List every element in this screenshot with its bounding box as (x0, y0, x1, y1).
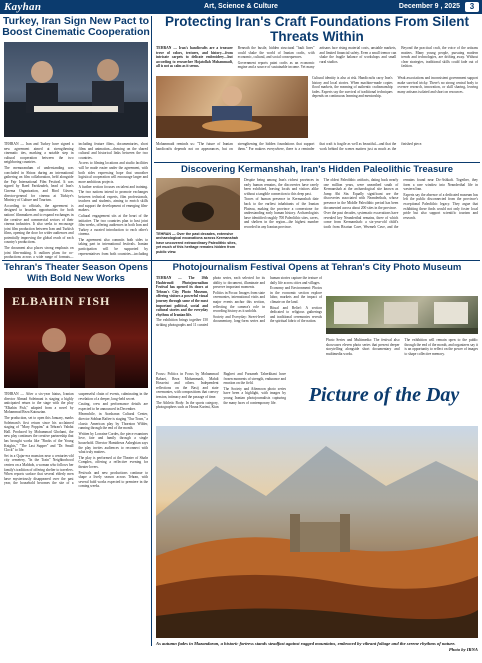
section-title: Art, Science & Culture (204, 3, 278, 10)
poster-figures-image (4, 288, 148, 388)
photo-credit: Photo by IRNA (448, 646, 478, 652)
crafts-article-intro: TEHRAN — Iran's handicrafts are a treasure trove of colors, textures, and history—from intricate carpets to delicate embroidery—but according to researcher Hojatollah Mohammadi, all is not as calm as it seems. Beneath the bustle, hidden structural "fault lines" could shake the world of Iranian crafts, with economic, cultural, and social consequences. Government reports paint crafts as an economic engine and a source of sustainable income. Yet many artisans face rising material costs, unstable markets, and limited financial safety. Even a small tremor can shake the fragile balance of workshops and small rural studios. Beyond the practical craft, the voice of the artisans matters. Many young people, pursuing modern trends and technologies, are drifting away. Without clear strategies, traditional skills could fade out of fashion. (156, 46, 478, 70)
picture-of-the-day-banner (290, 378, 478, 418)
theater-headline: Tehran's Theater Season Opens With Bold New Works (3, 262, 149, 284)
masthead (0, 0, 482, 14)
fortress-landscape-image (156, 426, 478, 638)
picture-of-the-day-title: Picture of the Day (308, 384, 460, 406)
crafts-artisan-photo (156, 76, 308, 138)
issue-date: December 9 , 2025 (398, 3, 460, 10)
photojournalism-headline: Photojournalism Festival Opens at Tehran's City Photo Museum (172, 262, 462, 273)
photojournalism-exhibition-photo (326, 296, 478, 334)
turkey-signing-photo (4, 42, 148, 137)
neanderthal-caption: TEHRAN — Over the past decades, extensive archaeological excavations across Kermanshah have uncovered extraordinary Paleolithic sites, yet much of this heritage remains hidden from public view. (156, 232, 239, 254)
crafts-article-body: Cultural identity is also at risk. Handicrafts carry Iran's history and local stories. When machine-made copies flood markets, the meaning of authentic craftsmanship fades. Experts say the survival of traditional techniques depends on continuous learning and mentorship. Weak associations and inconsistent government support make survival tricky. There's no strong central body to oversee research, innovation, or skill sharing, leaving many artisans isolated and short on resources. (312, 76, 478, 99)
neanderthal-headline: Discovering Kermanshah, Iran's Hidden Paleolithic Treasure (180, 164, 454, 175)
poster-title: ELBAHIN FISH (12, 294, 111, 308)
crafts-headline: Protecting Iran's Craft Foundations From Silent Threats Within (165, 14, 469, 44)
newspaper-logo: Kayhan (4, 1, 42, 13)
paleolithic-site-photo (156, 178, 240, 230)
section-divider (2, 260, 480, 261)
column-divider (151, 16, 152, 646)
signing-ceremony-image (4, 42, 148, 137)
turkey-article-header (2, 16, 150, 38)
theater-article-header (2, 262, 150, 284)
crafts-article-conclusion: Mohammadi reminds us: "The future of Iranian handicrafts depends not on appearances, but on strengthening the hidden foundations that support them." For makers everywhere, there is a reminder that craft is fragile as well as beautiful—and that the work behind the scenes matters just as much as the finished piece. (156, 142, 423, 151)
turkey-article-body: TEHRAN — Iran and Turkey have signed a new agreement aimed at strengthening cinematic ties, marking a notable step in cultural cooperation between the two neighboring countries. The memorandum of understanding was concluded in Shiraz during an international gathering on film collaboration, held alongside the Fajr International Film Festival. It was signed by Raed Faridzadeh, head of Iran's Cinema Organization, and Birol Güven, director-general for cinema at Türkiye's Ministry of Culture and Tourism. According to officials, the agreement is designed to broaden opportunities for both nations' filmmakers and to expand exchanges in the creative and commercial sectors of their cinema industries. It also seeks to encourage joint film production between Iran and Turkish films, opening the door for wider audiences and potentially improving the global reach of each country's productions. The document also places strong emphasis on joint film-making. It outlines plans for co-productions across a wide range of formats—including feature films, documentaries, short films and animation—drawing on the shared cultural and historical links between the two countries. Access to filming locations and studio facilities will be made easier under the agreement, with both sides expressing hope that smoother logistical cooperation will encourage larger and more ambitious projects. A further section focuses on talent and training. The two nations intend to promote exchanges between technical experts, film professionals, teachers and students, aiming to enrich skills and support the development of emerging film-makers. Cultural engagement sits at the heart of the initiative. The two countries plan to host joint film weeks, offering audiences in both Iran and Turkey a curated introduction to each other's cinema. The agreement also commits both sides to taking part in international festivals. Iranian participation will be supported by representatives from both countries—including (4, 142, 148, 260)
picture-of-the-day-caption: As autumn fades in Mazandaran, a historic fortress stands steadfast against rugged mountains, embraced by vibrant foliage and the serene rhythms of nature. Photo by IRNA (156, 641, 478, 652)
neanderthal-article-header (154, 164, 480, 175)
theater-article-body: TEHRAN — After a six-year hiatus, Iranian director Ahmad Soleimani is staging a highly anticipated return to the stage with the play "Elbahin Fish," adapted from a novel by Mohammad Reza Katouzian. The production, set to open this January, marks Soleimani's first return since his acclaimed staging of "Mary Poppins" at Tehran's Vahdat Hall. Produced by Mohammad Gholami, the new play continues the creative partnership that has brought works like "Books of the Young Knights," "The Last Supper" and "Dr. Small Clock" to life. Set in a Qajar-era mansion near a centuries-old city cemetery, "In the Train" Neighborhood centers on a Mahbob, a woman who follows her family's tradition of offering shelter to travelers. When reports surface that several elderly men have mysteriously disappeared over the past year, the household becomes the site of a suspenseful chain of events, culminating in the revelation of a deeper, long-held secret. Casting, crew and performance details are expected to be announced in December. Meanwhile, in Arasbaran Cultural Center, director Sobhan Rafiee is staging "Our Town," a classic American play by Thornton Wilder, running through the end of the month. Written by Lorraine Cordes, the piece examines love, fate and family through a single household. Director Hamidreza Asheghian says the play invites audiences to reconnect with what truly matters. The play is performed at the Theater of Shahr Complex, offering a reflective evening for theater lovers. Festivals and new productions continue to shape a lively season across Tehran, with several bold works expected to premiere in the coming weeks. (4, 392, 148, 489)
artisan-at-work-image (156, 76, 308, 138)
turkey-headline: Turkey, Iran Sign New Pact to Boost Cinematic Cooperation (2, 15, 150, 38)
exhibition-visitors-image (326, 296, 478, 334)
theater-poster-photo (4, 288, 148, 388)
picture-of-the-day-photo (156, 426, 478, 638)
potd-left-text: Focus: Politics in Focus by Mohammad Babaei, Reza Mohammadi, Mahdi Hosseini and others. Independent reflections on the Basij and state ceremonies, with compositions that convey tension, intimacy and the passage of time. The Athletic Body: In the sports category, photographers such as Hosna Karimi, Kian Bagheri and Farzaneh Taherkhani have frozen moments of strength, endurance and emotion on the field. The Society and Afternoon photo series have been a highlight, with images by young Iranian photojournalists capturing the many faces of contemporary life. (156, 372, 286, 410)
page-number: 3 (465, 2, 479, 12)
cave-excavation-image (156, 178, 240, 230)
photojournalism-article-header (154, 262, 480, 273)
neanderthal-article-body: Despite being among Iran's richest provinces in early human remains, the discoveries have rarely been exhibited, leaving locals and visitors alike without a tangible connection to this deep past. Traces of human presence in Kermanshah date back to the earliest inhabitants of the Iranian Plateau, making the province a cornerstone for understanding early human history. Archaeologists have identified roughly 700 Paleolithic sites, caves, and shelters in the region—the highest number recorded in any Iranian province. The oldest Paleolithic artifacts, dating back nearly one million years, were unearthed south of Kermanshah at the archaeological site known as Jump Abi Sin. Equally significant are the discoveries associated with Neanderthals, whose presence in the Middle Paleolithic period has been documented across about 200 sites in the province. Over the past decades, systematic excavations have revealed key Neanderthal remains, three of which come from Kermanshah: a six-year-old child's tooth from Bisotun Cave, Wezmeh Cave, and the remains found near Do-Ashkaft. Together, they form a rare window into Neanderthal life in western Iran. Experts say the absence of a dedicated museum has left the public disconnected from the province's exceptional Paleolithic legacy. They argue that exhibiting these finds would not only foster local pride but also support scientific tourism and research. (244, 178, 478, 229)
photojournalism-article-body-continued: Photo Series and Multimedia: The festival also showcases eleven photo series that present deeper storytelling alongside short documentary and multimedia works. The exhibition will remain open to the public through the end of the month, and organizers say it is an opportunity to reflect on the power of images to shape collective memory. (326, 338, 478, 356)
photojournalism-article-body: TEHRAN — The 10th Hashtroudi Photojournalism Festival has opened its doors at Tehran's City Photo Museum, offering visitors a powerful visual journey through some of the most important political, social and cultural stories and the everyday rhythms of Iranian life. The exhibition brings together 150 striking photographs and 11 curated photo series, each selected for its ability to document, illuminate and preserve important moments. Politics in Focus: Images from state ceremonies, international visits and major events anchor this section, reflecting the camera's role in recording history as it unfolds. Society and Everyday: Street-level documentary, long-form series and human stories capture the texture of daily life across cities and villages. Economy and Environment: Photos in the economic section explore labor, markets and the impact of climate on the land. Ritual and Belief: A section dedicated to religious gatherings and traditional ceremonies reveals the spiritual fabric of the nation. (156, 276, 322, 327)
crafts-article-header (154, 15, 480, 44)
